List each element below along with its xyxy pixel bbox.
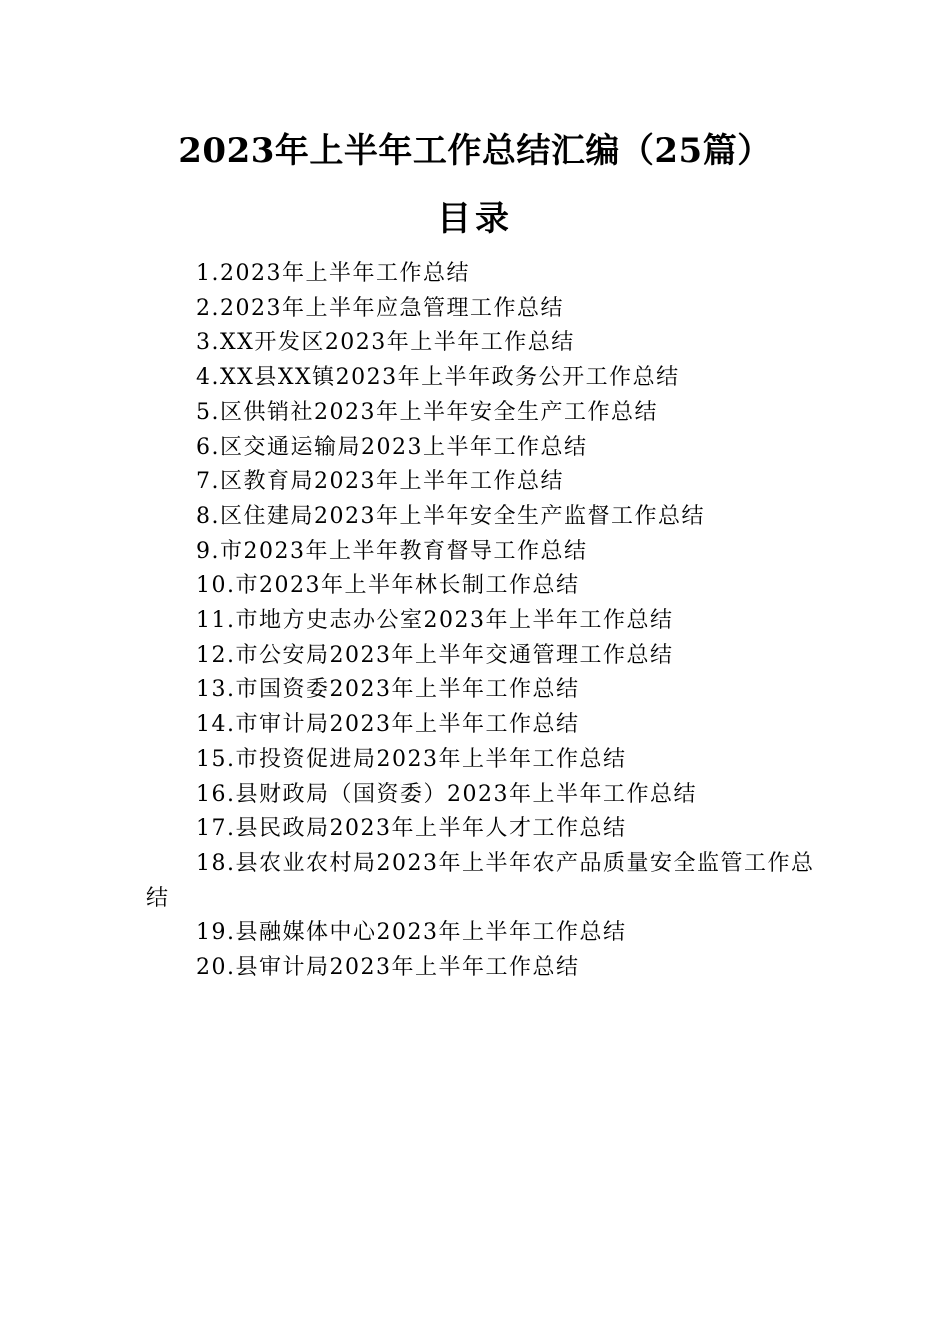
toc-item: 19.县融媒体中心2023年上半年工作总结 (196, 920, 627, 946)
toc-item: 10.市2023年上半年林长制工作总结 (196, 573, 580, 599)
toc-item: 6.区交通运输局2023上半年工作总结 (196, 434, 588, 460)
document-title: 2023年上半年工作总结汇编（25篇） (178, 131, 772, 171)
toc-item: 3.XX开发区2023年上半年工作总结 (196, 330, 575, 356)
toc-item: 8.区住建局2023年上半年安全生产监督工作总结 (196, 503, 705, 529)
toc-item: 16.县财政局（国资委）2023年上半年工作总结 (196, 781, 697, 807)
table-of-contents (146, 257, 816, 986)
toc-item: 7.区教育局2023年上半年工作总结 (196, 469, 564, 495)
toc-item: 18.县农业农村局2023年上半年农产品质量安全监管工作总结 (146, 850, 815, 911)
toc-item: 13.市国资委2023年上半年工作总结 (196, 677, 580, 703)
toc-item: 17.县民政局2023年上半年人才工作总结 (196, 816, 627, 842)
toc-item: 4.XX县XX镇2023年上半年政务公开工作总结 (196, 365, 680, 391)
toc-item: 20.县审计局2023年上半年工作总结 (196, 955, 580, 981)
toc-item: 12.市公安局2023年上半年交通管理工作总结 (196, 642, 674, 668)
toc-item: 14.市审计局2023年上半年工作总结 (196, 712, 580, 738)
toc-item: 9.市2023年上半年教育督导工作总结 (196, 538, 588, 564)
toc-item: 11.市地方史志办公室2023年上半年工作总结 (196, 608, 674, 634)
toc-item: 1.2023年上半年工作总结 (196, 261, 470, 286)
toc-heading: 目录 (437, 199, 513, 239)
toc-item: 15.市投资促进局2023年上半年工作总结 (196, 746, 627, 772)
toc-item: 5.区供销社2023年上半年安全生产工作总结 (196, 399, 658, 425)
toc-item: 2.2023年上半年应急管理工作总结 (196, 295, 564, 321)
